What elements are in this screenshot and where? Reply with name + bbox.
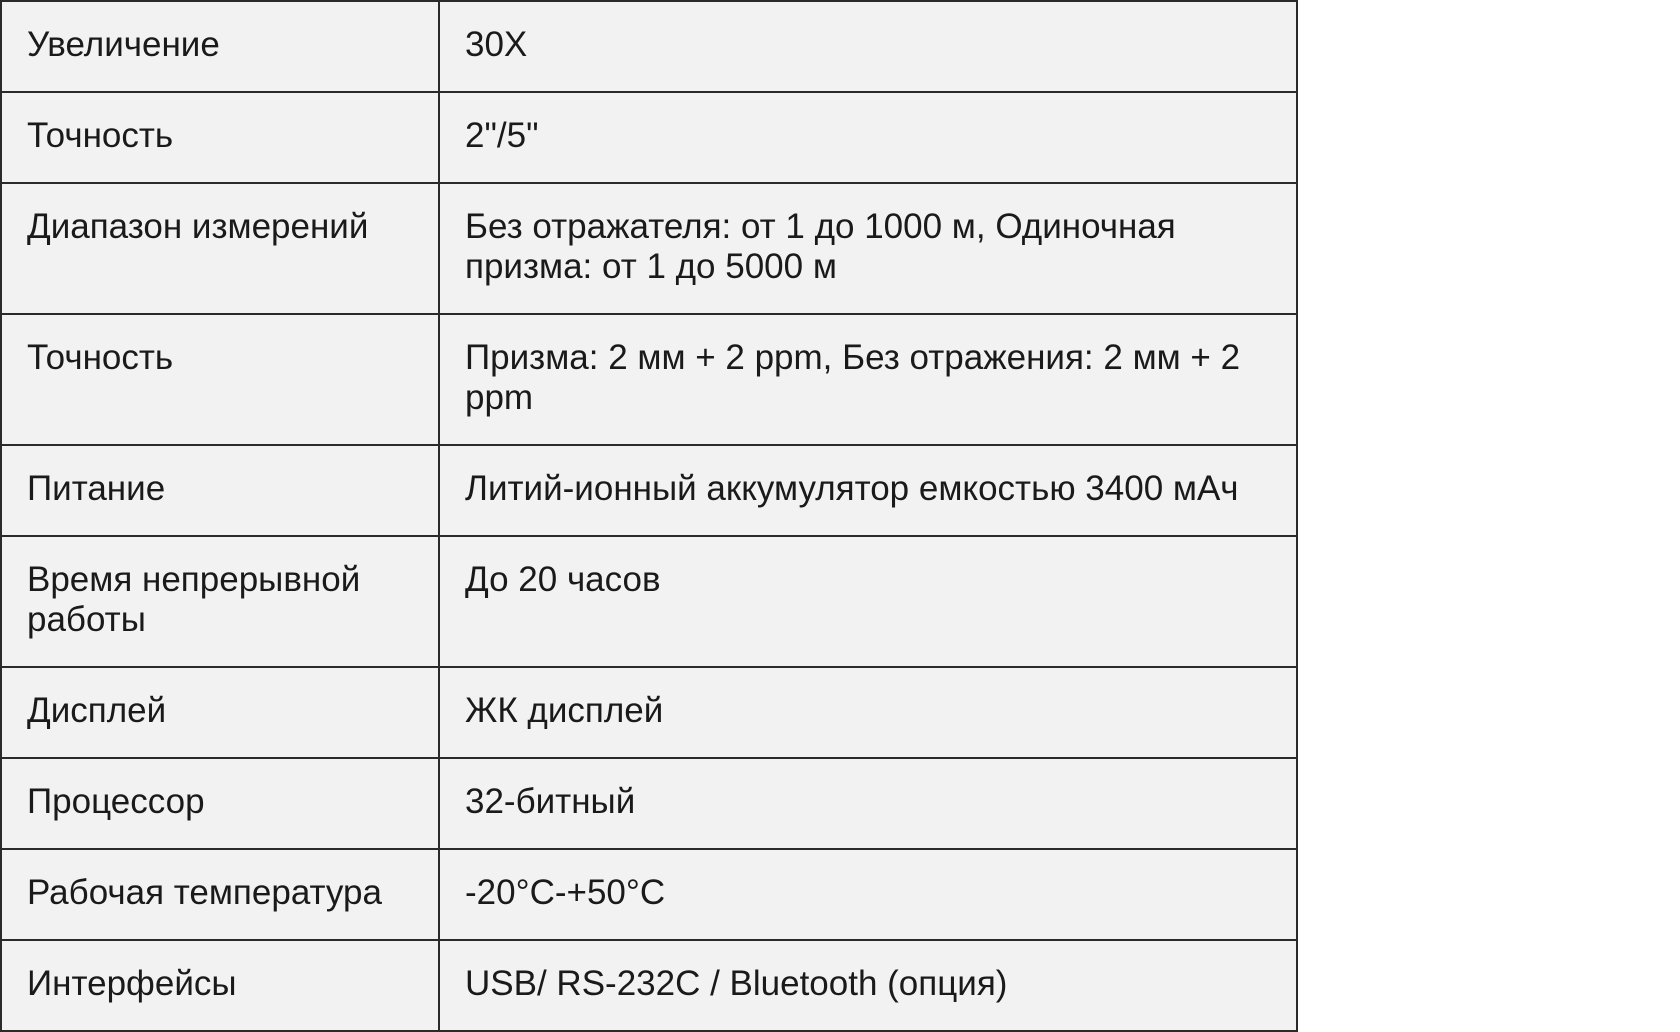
table-row	[1, 314, 1297, 445]
table-row	[1, 758, 1297, 849]
spec-value: ЖК дисплей	[439, 667, 1297, 758]
table-row	[1, 445, 1297, 536]
table-row	[1, 536, 1297, 667]
spec-value: 30X	[439, 1, 1297, 92]
spec-value: Без отражателя: от 1 до 1000 м, Одиночная призма: от 1 до 5000 м	[439, 183, 1297, 314]
table-row	[1, 940, 1297, 1031]
spec-label: Дисплей	[1, 667, 439, 758]
spec-label: Интерфейсы	[1, 940, 439, 1031]
table-row	[1, 183, 1297, 314]
spec-label: Увеличение	[1, 1, 439, 92]
spec-label: Рабочая температура	[1, 849, 439, 940]
spec-value: Призма: 2 мм + 2 ppm, Без отражения: 2 мм + 2 ppm	[439, 314, 1297, 445]
spec-label: Диапазон измерений	[1, 183, 439, 314]
spec-value: До 20 часов	[439, 536, 1297, 667]
spec-value: -20°C-+50°C	[439, 849, 1297, 940]
spec-value: Литий-ионный аккумулятор емкостью 3400 мАч	[439, 445, 1297, 536]
table-row	[1, 667, 1297, 758]
spec-value: USB/ RS-232C / Bluetooth (опция)	[439, 940, 1297, 1031]
spec-label: Процессор	[1, 758, 439, 849]
table-row	[1, 92, 1297, 183]
spec-label: Питание	[1, 445, 439, 536]
table-row	[1, 849, 1297, 940]
spec-value: 32-битный	[439, 758, 1297, 849]
table-row	[1, 1, 1297, 92]
spec-label: Точность	[1, 314, 439, 445]
spec-value: 2"/5"	[439, 92, 1297, 183]
spec-label: Время непрерывной работы	[1, 536, 439, 667]
spec-label: Точность	[1, 92, 439, 183]
